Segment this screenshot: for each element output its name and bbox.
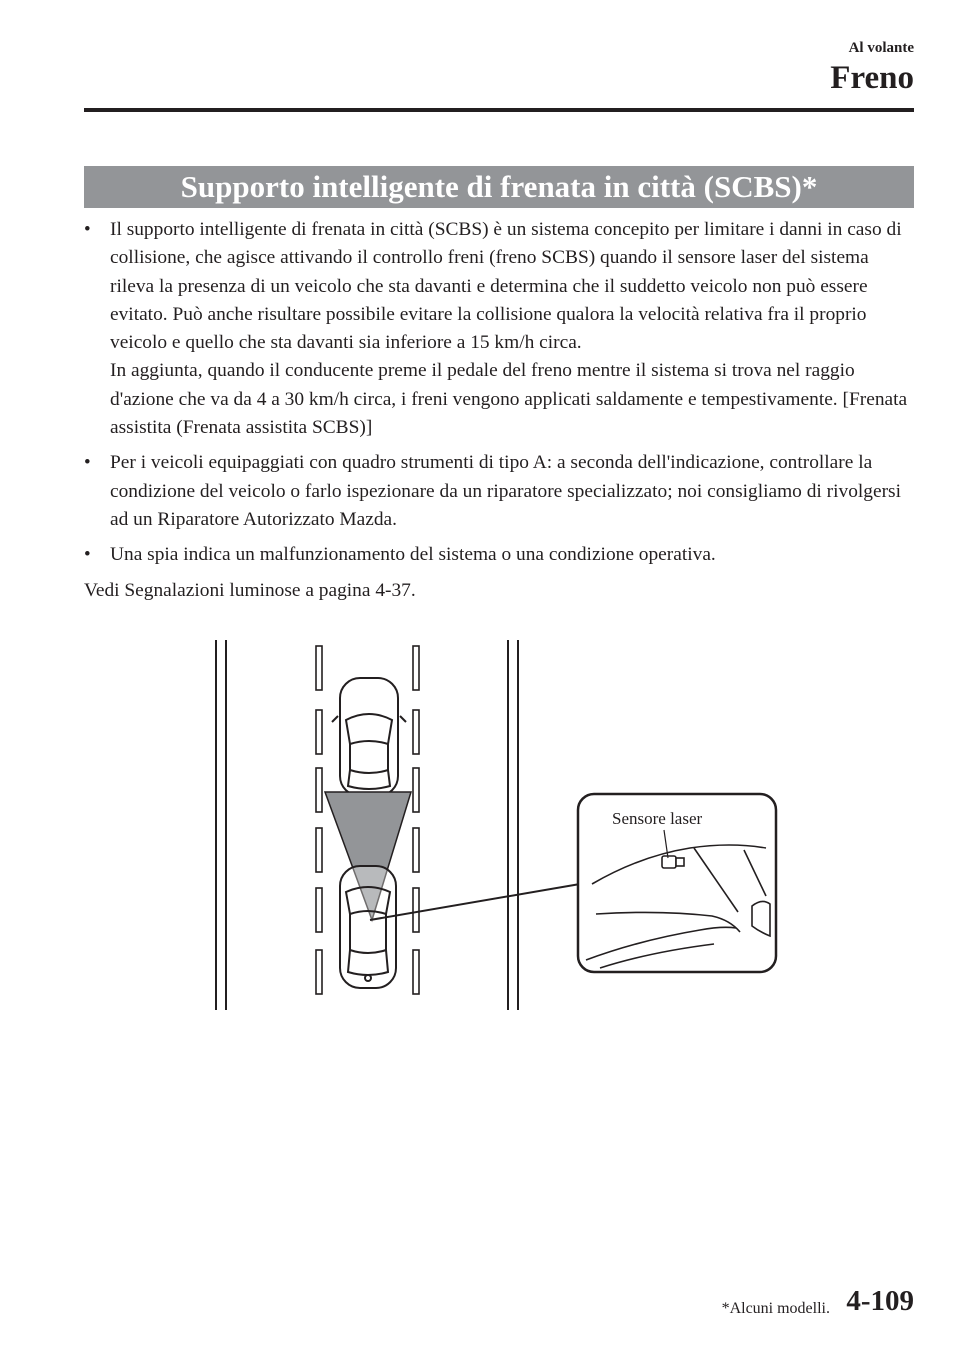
bullet-paragraph: Il supporto intelligente di frenata in città (SCBS) è un sistema concepito per limitare i danni in caso di collisione, che agisce attivando il controllo freni (freno SCBS) quando il sensore laser del sistema rileva la presenza di un veicolo che sta davanti e determina che il suddetto veicolo non può essere evitato. Può anche risultare possibile evitare la collisione qualora la velocità relativa fra il proprio veicolo e quello che sta davanti sia inferiore a 15 km/h circa. [110, 219, 902, 354]
body-text [84, 216, 914, 605]
sensor-callout-label: Sensore laser [612, 809, 703, 828]
header-divider [84, 108, 914, 112]
bullet-paragraph: Per i veicoli equipaggiati con quadro strumenti di tipo A: a seconda dell'indicazione, controllare la condizione del veicolo o farlo ispezionare da un riparatore specializzato; noi consigliamo di rivolgersi ad un Riparatore Autorizzato Mazda. [110, 452, 901, 530]
own-vehicle [340, 866, 396, 988]
chapter-title: Al volante [848, 40, 914, 56]
bullet-paragraph: In aggiunta, quando il conducente preme il pedale del freno mentre il sistema si trova nel raggio d'azione che va da 4 a 30 km/h circa, i freni vengono applicati saldamente e tempestivamente. [Frenata assistita (Frenata assistita SCBS)] [110, 360, 908, 439]
bullet-item [84, 541, 914, 569]
bullet-item [84, 216, 914, 442]
bullet-dot: • [84, 219, 91, 240]
callout-leader [370, 884, 580, 920]
laser-sensor-icon [662, 856, 684, 868]
front-vehicle [332, 678, 406, 796]
bullet-dot: • [84, 544, 91, 566]
page-number: 4-109 [846, 1285, 914, 1317]
footnote: *Alcuni modelli. [721, 1300, 830, 1317]
bullet-paragraph: Una spia indica un malfunzionamento del sistema o una condizione operativa. [110, 544, 716, 566]
bullet-dot: • [84, 452, 91, 474]
page-reference: Vedi Segnalazioni luminose a pagina 4-37. [84, 579, 416, 601]
section-title: Freno [830, 60, 914, 96]
topic-banner: Supporto intelligente di frenata in città (SCBS)* [84, 166, 914, 208]
bullet-item [84, 449, 914, 534]
